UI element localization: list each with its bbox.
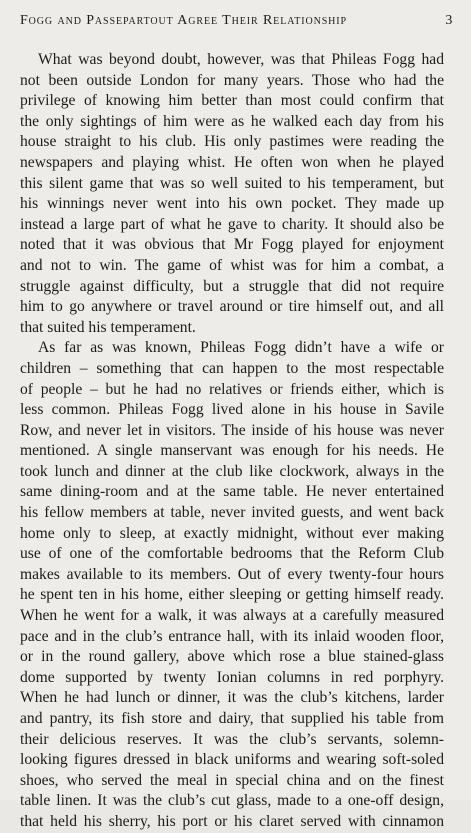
text-line: When he had lunch or dinner, it was the club’s kitchens, larder [20,689,444,707]
text-line: children – something that can happen to the most respectable [20,359,444,377]
text-line: their delicious reserves. It was the club’s servants, solemn- [20,730,444,748]
text-line: instead a large part of what he gave to charity. It should also be [20,215,444,233]
text-line: and pantry, its fish store and dairy, that supplied his table from [20,710,444,727]
body-text [20,50,444,833]
text-line: makes available to its members. Out of every twenty-four hours [20,565,444,583]
text-line: As far as was known, Phileas Fogg didn’t have a wife or [38,339,444,357]
text-line: When he went for a walk, it was always at a carefully measured [20,607,444,625]
text-line: table linen. It was the club’s cut glass, made to a one-off design, [20,792,444,810]
text-line: pace and in the club’s entrance hall, with its inlaid wooden floor, [20,627,444,645]
text-line: What was beyond doubt, however, was that Phileas Fogg had [38,51,444,68]
text-line: of people – but he had no relatives or friends either, which is [20,380,444,398]
text-line: or in the round gallery, above which rose a blue stained-glass [20,648,444,666]
text-line: that held his sherry, his port or his claret served with cinnamon [20,812,444,830]
text-line: him to go anywhere or travel around or tire himself out, and all [20,298,444,316]
text-line: noted that it was obvious that Mr Fogg played for enjoyment [20,236,444,254]
text-line: struggle against difficulty, but a struggle that did not require [20,277,444,295]
text-line: this silent game that was so well suited to his temperament, but [20,174,444,192]
running-header [20,13,453,35]
text-line: the only sightings of him were as he walked each day from his [20,112,444,130]
text-line: looking figures dressed in black uniforms and wearing soft-soled [20,751,444,769]
text-line: that suited his temperament. [20,318,196,336]
text-line: home only to sleep, at exactly midnight, without ever making [20,524,444,542]
text-line: and not to win. The game of whist was for him a combat, a [20,256,444,274]
text-line: mentioned. A single manservant was enough for his needs. He [20,442,444,460]
text-line: house straight to his club. His only pastimes were reading the [20,133,444,151]
text-line: Row, and never let in visitors. The inside of his house was never [20,421,444,439]
text-line: his fellow members at table, never invited guests, and went back [20,504,444,522]
text-line: use of one of the comfortable bedrooms that the Reform Club [20,545,444,563]
text-line: not been outside London for many years. Those who had the [20,71,444,89]
text-line: less common. Phileas Fogg lived alone in his house in Savile [20,401,444,419]
text-line: his winnings never went into his own pocket. They made up [20,195,444,213]
text-line: took lunch and dinner at the club like clockwork, always in the [20,462,444,480]
text-line: dome supported by twenty Ionian columns in red porphyry. [20,668,444,686]
running-title: Fogg and Passepartout Agree Their Relationship [20,13,347,28]
text-line: newspapers and playing whist. He often won when he played [20,153,444,171]
text-line: privilege of knowing him better than most could confirm that [20,92,444,110]
text-line: he spent ten in his home, either sleeping or getting himself ready. [20,586,444,604]
text-line: shoes, who served the meal in special china and on the finest [20,771,444,789]
page-number: 3 [445,13,453,28]
text-line: same dining-room and at the same table. He never entertained [20,483,444,501]
